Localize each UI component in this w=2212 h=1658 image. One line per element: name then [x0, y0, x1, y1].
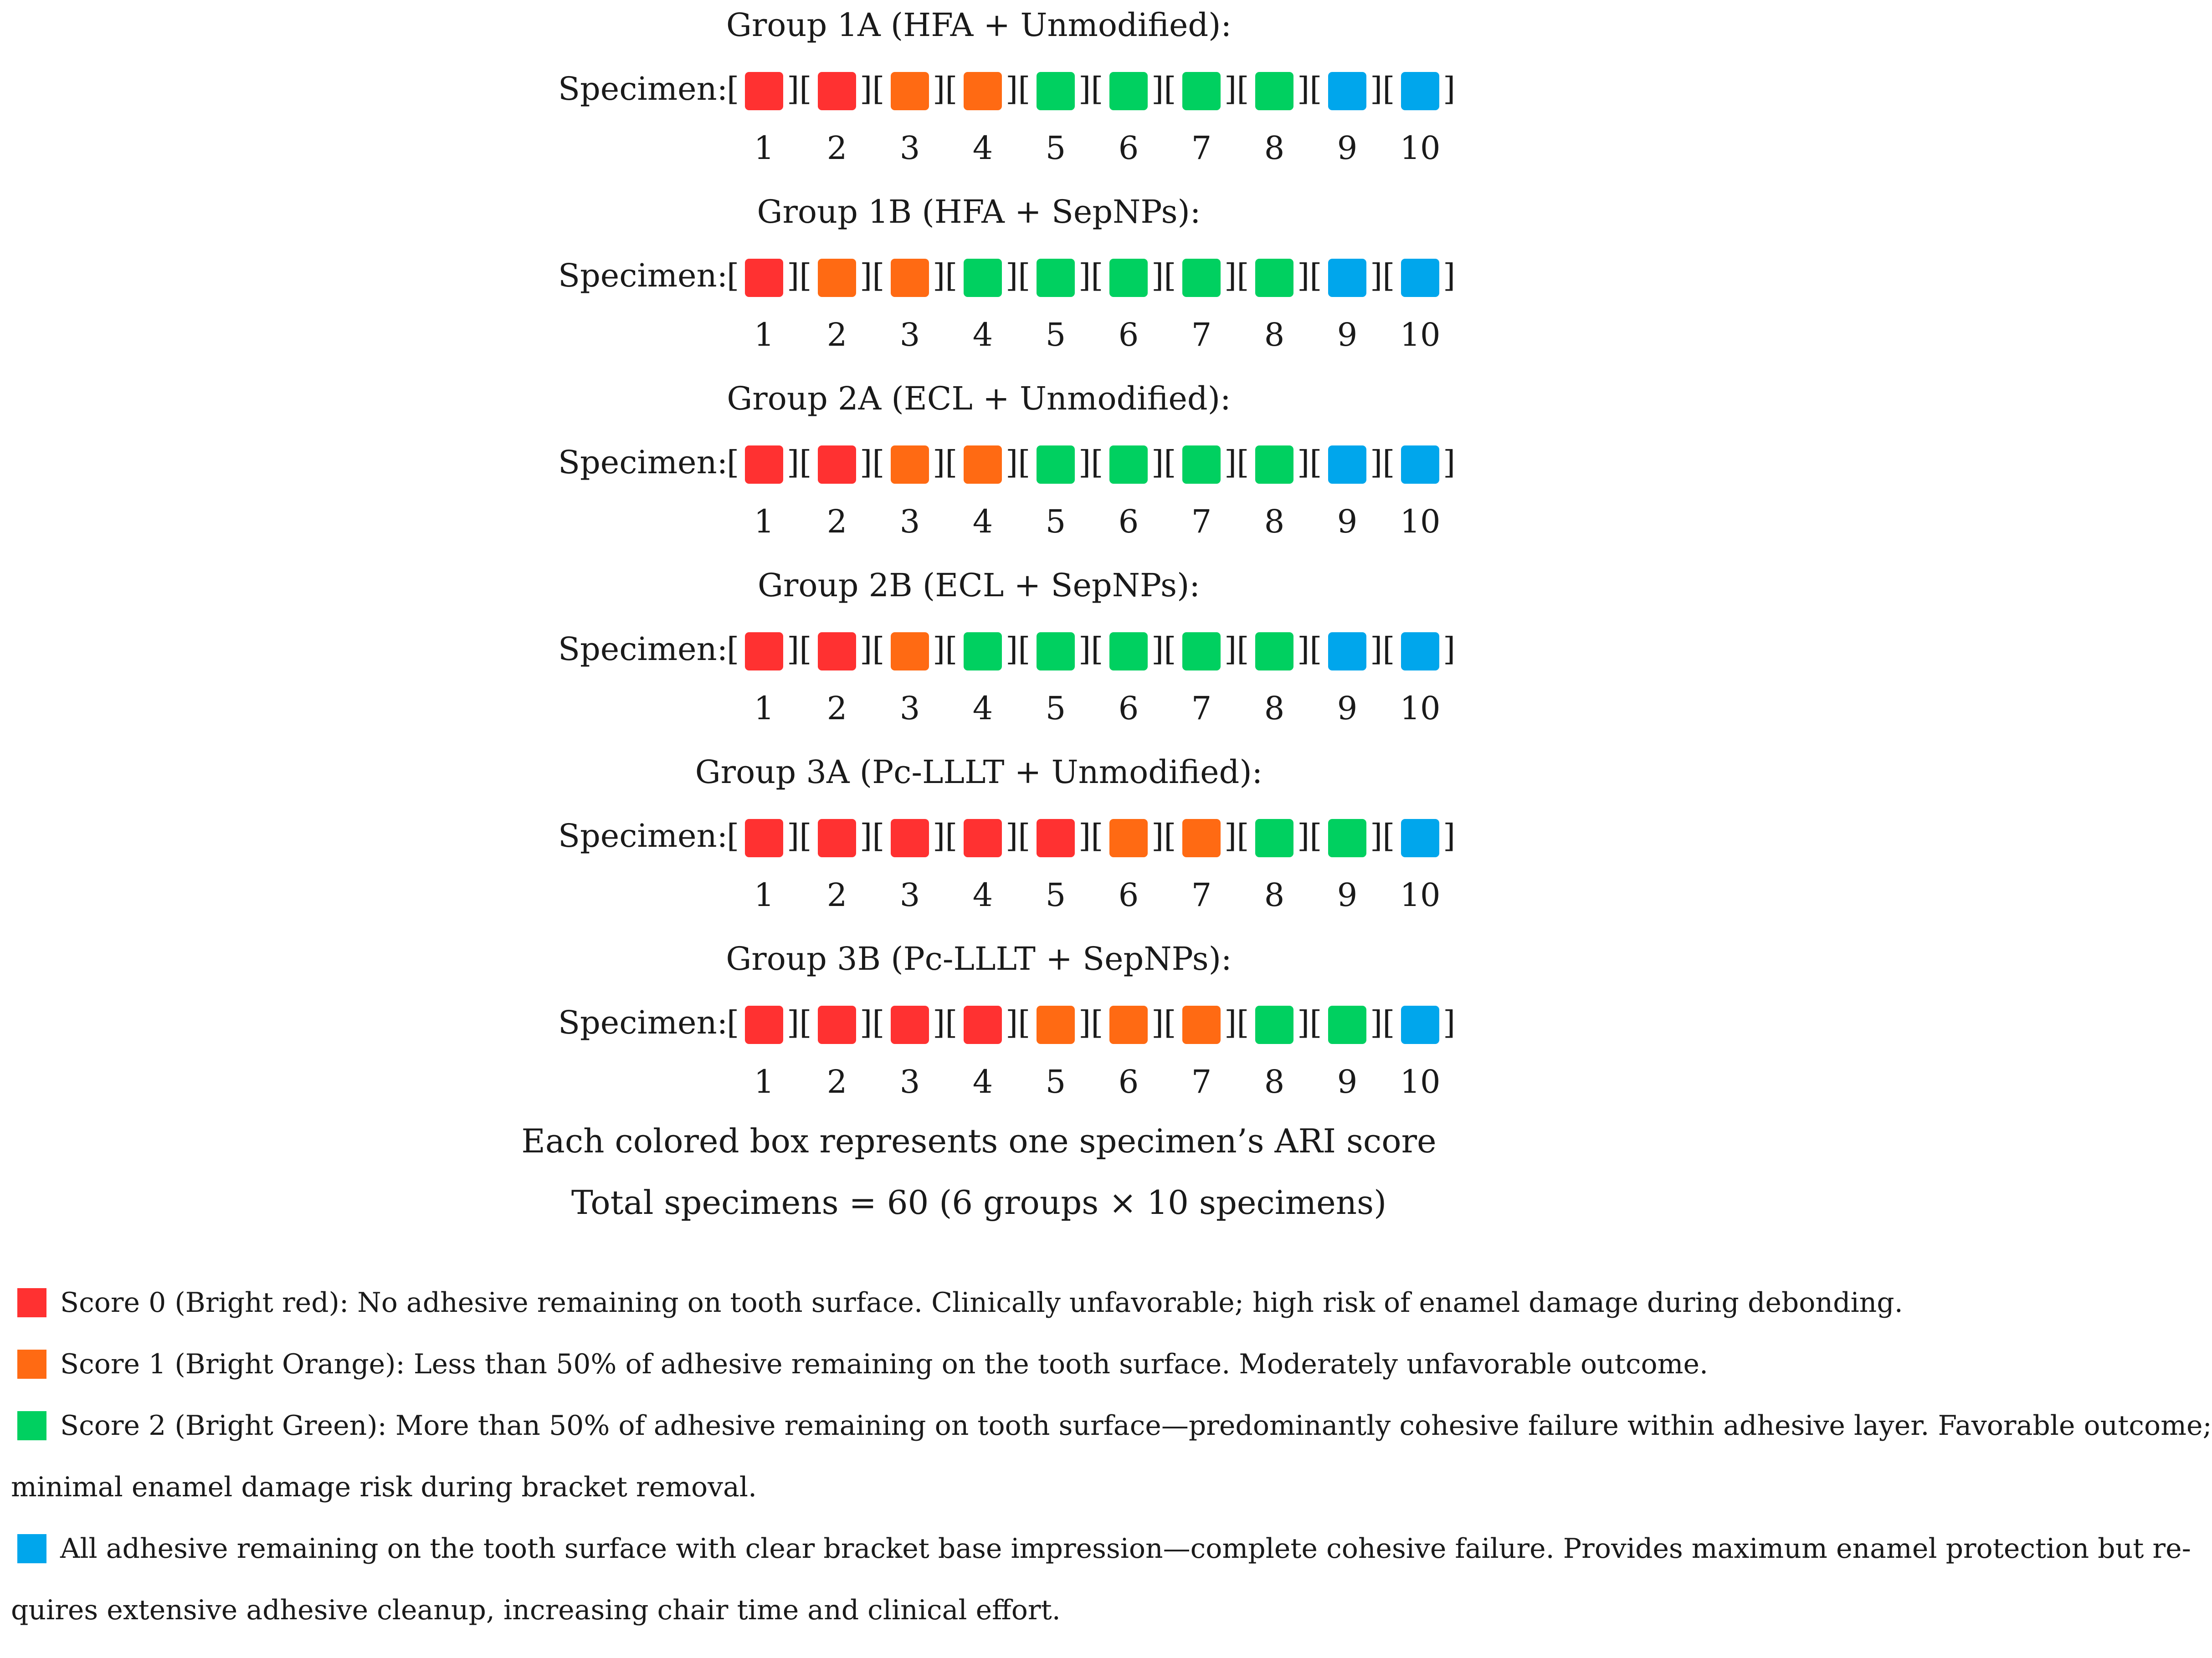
bracket-glyph: ][: [860, 257, 885, 294]
bracket-glyph: ][: [1151, 817, 1176, 855]
specimen-label: Specimen:: [558, 70, 728, 107]
specimen-box-score-2: [1255, 445, 1293, 484]
specimen-number: 4: [972, 690, 993, 727]
bracket-glyph: ][: [1224, 70, 1249, 107]
specimen-number: 6: [1118, 129, 1139, 167]
bracket-glyph: ]: [1443, 444, 1456, 481]
specimen-label: Specimen:: [558, 257, 728, 294]
specimen-number: 4: [972, 503, 993, 540]
specimen-number: 5: [1045, 876, 1066, 914]
bracket-glyph: ][: [1297, 630, 1322, 668]
specimen-box-score-2: [964, 259, 1002, 297]
specimen-number: 10: [1400, 316, 1441, 353]
specimen-number: 7: [1191, 503, 1212, 540]
specimen-number: 3: [899, 503, 920, 540]
group-title: Group 1B (HFA + SepNPs):: [757, 193, 1201, 230]
specimen-number: 3: [899, 316, 920, 353]
specimen-number: 9: [1337, 876, 1358, 914]
specimen-number: 8: [1264, 1063, 1285, 1100]
specimen-box-score-2: [1255, 819, 1293, 857]
specimen-number: 8: [1264, 876, 1285, 914]
specimen-number: 3: [899, 876, 920, 914]
specimen-box-score-3: [1328, 445, 1366, 484]
bracket-glyph: ][: [1151, 444, 1176, 481]
bracket-glyph: ]: [1443, 1004, 1456, 1041]
bracket-glyph: ][: [787, 1004, 812, 1041]
bracket-glyph: ][: [1006, 70, 1031, 107]
specimen-box-score-1: [818, 259, 856, 297]
specimen-number: 9: [1337, 1063, 1358, 1100]
group-title: Group 2A (ECL + Unmodified):: [727, 380, 1231, 417]
bracket-glyph: ][: [1078, 1004, 1103, 1041]
bracket-glyph: ][: [1078, 817, 1103, 855]
specimen-number: 5: [1045, 1063, 1066, 1100]
bracket-glyph: ][: [1370, 444, 1395, 481]
specimen-box-score-0: [818, 445, 856, 484]
specimen-number: 7: [1191, 129, 1212, 167]
legend-text: quires extensive adhesive cleanup, increasing chair time and clinical effort.: [11, 1594, 1061, 1626]
specimen-box-score-1: [1109, 1006, 1148, 1044]
specimen-label: Specimen:: [558, 630, 728, 668]
legend-text: Score 2 (Bright Green): More than 50% of adhesive remaining on tooth surface—predominantly cohesive failure within adhesive layer. Favorable outcome;: [60, 1410, 2212, 1442]
specimen-number: 4: [972, 876, 993, 914]
specimen-number: 1: [754, 1063, 775, 1100]
specimen-number: 9: [1337, 129, 1358, 167]
specimen-number: 6: [1118, 316, 1139, 353]
legend-text: Score 1 (Bright Orange): Less than 50% of adhesive remaining on the tooth surface. Moderately unfavorable outcome.: [60, 1348, 1709, 1380]
specimen-number: 1: [754, 690, 775, 727]
bracket-glyph: ][: [1078, 630, 1103, 668]
bracket-glyph: ][: [1151, 1004, 1176, 1041]
specimen-box-score-0: [745, 632, 783, 670]
specimen-number: 1: [754, 503, 775, 540]
specimen-box-score-2: [1182, 632, 1221, 670]
specimen-box-score-0: [745, 445, 783, 484]
specimen-box-score-1: [964, 72, 1002, 110]
bracket-glyph: [: [727, 444, 739, 481]
specimen-number: 4: [972, 316, 993, 353]
specimen-box-score-2: [1109, 72, 1148, 110]
specimen-box-score-3: [1401, 819, 1439, 857]
specimen-box-score-1: [891, 632, 929, 670]
specimen-box-score-2: [1182, 445, 1221, 484]
bracket-glyph: ][: [1151, 70, 1176, 107]
specimen-number: 9: [1337, 503, 1358, 540]
bracket-glyph: ][: [933, 444, 958, 481]
group-title: Group 3A (Pc-LLLT + Unmodified):: [695, 753, 1263, 791]
bracket-glyph: ][: [1006, 444, 1031, 481]
specimen-box-score-1: [1109, 819, 1148, 857]
specimen-number: 10: [1400, 876, 1441, 914]
specimen-box-score-0: [891, 1006, 929, 1044]
bracket-glyph: ][: [933, 817, 958, 855]
specimen-number: 8: [1264, 690, 1285, 727]
specimen-number: 7: [1191, 316, 1212, 353]
specimen-number: 5: [1045, 129, 1066, 167]
specimen-label: Specimen:: [558, 444, 728, 481]
legend-swatch: [17, 1411, 46, 1440]
specimen-box-score-3: [1401, 445, 1439, 484]
bracket-glyph: ][: [860, 1004, 885, 1041]
bracket-glyph: [: [727, 257, 739, 294]
specimen-box-score-3: [1401, 1006, 1439, 1044]
bracket-glyph: ][: [1078, 444, 1103, 481]
specimen-box-score-2: [1037, 632, 1075, 670]
specimen-box-score-1: [964, 445, 1002, 484]
specimen-number: 10: [1400, 1063, 1441, 1100]
bracket-glyph: ][: [1370, 70, 1395, 107]
specimen-number: 7: [1191, 1063, 1212, 1100]
caption-note: Each colored box represents one specimen’s ARI score: [521, 1122, 1437, 1160]
specimen-box-score-1: [1182, 1006, 1221, 1044]
bracket-glyph: ][: [860, 444, 885, 481]
bracket-glyph: ][: [787, 630, 812, 668]
specimen-number: 1: [754, 129, 775, 167]
specimen-box-score-2: [1109, 632, 1148, 670]
legend-swatch: [17, 1534, 46, 1563]
specimen-box-score-1: [891, 259, 929, 297]
specimen-box-score-1: [1037, 1006, 1075, 1044]
bracket-glyph: ][: [1006, 630, 1031, 668]
specimen-box-score-0: [891, 819, 929, 857]
bracket-glyph: ][: [860, 630, 885, 668]
specimen-number: 6: [1118, 1063, 1139, 1100]
specimen-number: 5: [1045, 316, 1066, 353]
specimen-number: 5: [1045, 503, 1066, 540]
bracket-glyph: [: [727, 630, 739, 668]
specimen-number: 2: [826, 503, 847, 540]
specimen-number: 1: [754, 316, 775, 353]
legend-text: All adhesive remaining on the tooth surface with clear bracket base impression—complete cohesive failure. Provides maximum enamel protection but re-: [60, 1533, 2191, 1565]
specimen-box-score-0: [745, 72, 783, 110]
total-note: Total specimens = 60 (6 groups × 10 specimens): [571, 1183, 1387, 1222]
bracket-glyph: ][: [1370, 257, 1395, 294]
group-title: Group 2B (ECL + SepNPs):: [758, 567, 1200, 604]
specimen-box-score-3: [1328, 72, 1366, 110]
specimen-box-score-2: [1255, 72, 1293, 110]
bracket-glyph: ][: [1078, 70, 1103, 107]
bracket-glyph: ][: [1224, 444, 1249, 481]
specimen-box-score-2: [1328, 819, 1366, 857]
bracket-glyph: ][: [1006, 1004, 1031, 1041]
specimen-number: 2: [826, 129, 847, 167]
specimen-number: 3: [899, 1063, 920, 1100]
specimen-number: 7: [1191, 876, 1212, 914]
specimen-number: 10: [1400, 690, 1441, 727]
specimen-number: 5: [1045, 690, 1066, 727]
specimen-number: 3: [899, 690, 920, 727]
specimen-box-score-3: [1401, 259, 1439, 297]
specimen-box-score-3: [1328, 632, 1366, 670]
bracket-glyph: ][: [1078, 257, 1103, 294]
specimen-number: 4: [972, 129, 993, 167]
bracket-glyph: ][: [1370, 630, 1395, 668]
bracket-glyph: ][: [1297, 444, 1322, 481]
specimen-number: 9: [1337, 690, 1358, 727]
bracket-glyph: [: [727, 1004, 739, 1041]
specimen-box-score-1: [891, 445, 929, 484]
specimen-box-score-0: [964, 819, 1002, 857]
specimen-box-score-2: [1109, 259, 1148, 297]
specimen-number: 2: [826, 690, 847, 727]
bracket-glyph: ][: [1224, 1004, 1249, 1041]
bracket-glyph: ][: [1224, 630, 1249, 668]
specimen-label: Specimen:: [558, 817, 728, 855]
specimen-box-score-0: [818, 72, 856, 110]
bracket-glyph: ][: [1006, 257, 1031, 294]
specimen-number: 2: [826, 1063, 847, 1100]
bracket-glyph: ][: [787, 444, 812, 481]
bracket-glyph: ][: [787, 70, 812, 107]
specimen-number: 7: [1191, 690, 1212, 727]
specimen-box-score-3: [1401, 632, 1439, 670]
specimen-number: 6: [1118, 690, 1139, 727]
bracket-glyph: [: [727, 70, 739, 107]
bracket-glyph: ][: [1370, 1004, 1395, 1041]
specimen-number: 9: [1337, 316, 1358, 353]
group-title: Group 1A (HFA + Unmodified):: [726, 6, 1232, 44]
specimen-box-score-2: [1037, 72, 1075, 110]
bracket-glyph: ][: [1006, 817, 1031, 855]
specimen-box-score-2: [964, 632, 1002, 670]
legend-text: Score 0 (Bright red): No adhesive remaining on tooth surface. Clinically unfavorable; high risk of enamel damage during debonding.: [60, 1287, 1903, 1319]
specimen-number: 6: [1118, 503, 1139, 540]
specimen-box-score-2: [1182, 259, 1221, 297]
bracket-glyph: ][: [933, 70, 958, 107]
bracket-glyph: ]: [1443, 70, 1456, 107]
bracket-glyph: ][: [1297, 70, 1322, 107]
specimen-number: 1: [754, 876, 775, 914]
specimen-box-score-2: [1109, 445, 1148, 484]
specimen-label: Specimen:: [558, 1004, 728, 1041]
legend-swatch: [17, 1288, 46, 1317]
bracket-glyph: ][: [787, 257, 812, 294]
specimen-box-score-0: [818, 1006, 856, 1044]
specimen-box-score-2: [1182, 72, 1221, 110]
bracket-glyph: ][: [1297, 817, 1322, 855]
bracket-glyph: ][: [787, 817, 812, 855]
bracket-glyph: ][: [1297, 257, 1322, 294]
bracket-glyph: ][: [933, 257, 958, 294]
bracket-glyph: ][: [1151, 630, 1176, 668]
bracket-glyph: ]: [1443, 630, 1456, 668]
specimen-box-score-2: [1255, 632, 1293, 670]
bracket-glyph: ][: [860, 817, 885, 855]
specimen-number: 4: [972, 1063, 993, 1100]
specimen-box-score-0: [745, 819, 783, 857]
specimen-box-score-2: [1037, 259, 1075, 297]
specimen-box-score-0: [745, 1006, 783, 1044]
specimen-box-score-1: [891, 72, 929, 110]
bracket-glyph: ][: [1297, 1004, 1322, 1041]
bracket-glyph: ][: [1151, 257, 1176, 294]
specimen-box-score-3: [1328, 259, 1366, 297]
group-title: Group 3B (Pc-LLLT + SepNPs):: [726, 940, 1232, 977]
specimen-number: 8: [1264, 129, 1285, 167]
specimen-number: 8: [1264, 316, 1285, 353]
specimen-box-score-1: [1182, 819, 1221, 857]
legend-text: minimal enamel damage risk during bracket removal.: [11, 1471, 757, 1503]
specimen-number: 10: [1400, 503, 1441, 540]
bracket-glyph: ][: [1224, 257, 1249, 294]
specimen-box-score-2: [1255, 259, 1293, 297]
bracket-glyph: ][: [860, 70, 885, 107]
specimen-number: 6: [1118, 876, 1139, 914]
specimen-number: 8: [1264, 503, 1285, 540]
bracket-glyph: ]: [1443, 817, 1456, 855]
bracket-glyph: ][: [933, 1004, 958, 1041]
bracket-glyph: ][: [1370, 817, 1395, 855]
specimen-box-score-2: [1328, 1006, 1366, 1044]
specimen-box-score-3: [1401, 72, 1439, 110]
bracket-glyph: ]: [1443, 257, 1456, 294]
specimen-box-score-0: [818, 632, 856, 670]
specimen-number: 3: [899, 129, 920, 167]
specimen-number: 10: [1400, 129, 1441, 167]
legend-swatch: [17, 1350, 46, 1379]
specimen-box-score-2: [1037, 445, 1075, 484]
specimen-number: 2: [826, 876, 847, 914]
specimen-box-score-0: [964, 1006, 1002, 1044]
bracket-glyph: ][: [1224, 817, 1249, 855]
specimen-box-score-0: [818, 819, 856, 857]
specimen-box-score-0: [745, 259, 783, 297]
bracket-glyph: [: [727, 817, 739, 855]
bracket-glyph: ][: [933, 630, 958, 668]
specimen-box-score-0: [1037, 819, 1075, 857]
specimen-box-score-2: [1255, 1006, 1293, 1044]
specimen-number: 2: [826, 316, 847, 353]
